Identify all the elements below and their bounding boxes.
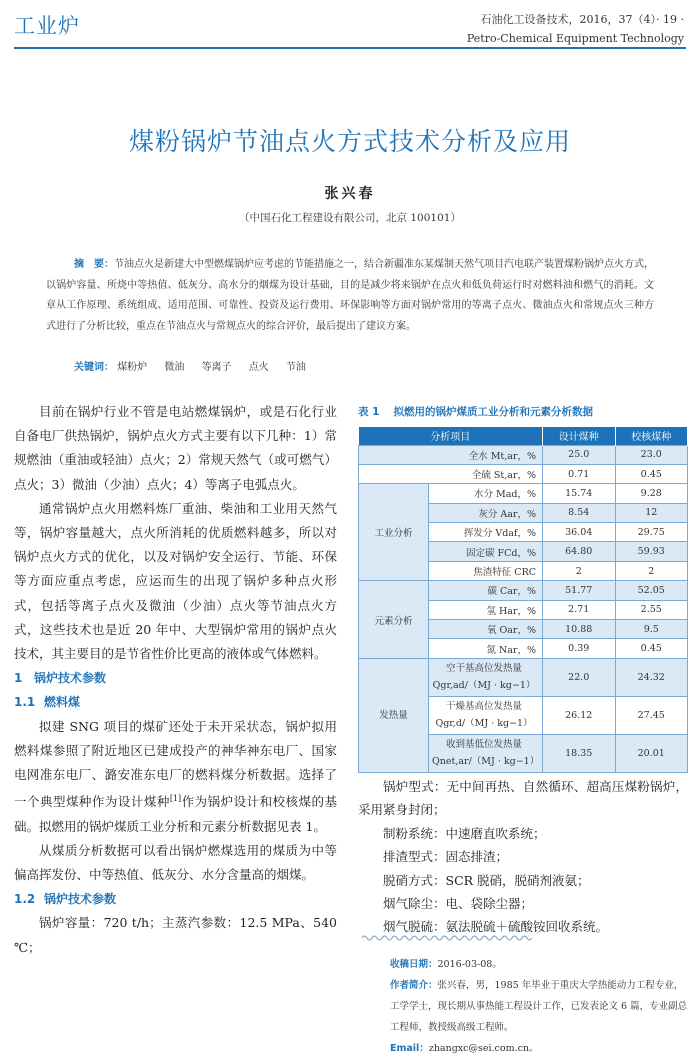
text-run: 拟建 SNG 项目的煤矿还处于未开采状态，锅炉拟用燃料煤参照了附近地区已建成投产的神华神东电厂、国家电网准东电厂、潞安准东电厂的燃料煤分析数据。选择了一个典型煤种作为设计煤种	[14, 718, 337, 810]
body-paragraph: 目前在锅炉行业不管是电站燃煤锅炉，或是石化行业自备电厂供热锅炉，锅炉点火方式主要有以下几种：1）常规燃油（重油或轻油）点火；2）常规天然气（或可燃气）点火；3）微油（少油）点火；4）等离子电弧点火。	[14, 404, 337, 492]
table-row	[359, 581, 688, 600]
table-cell: 全水 Mt,ar，%	[359, 445, 543, 464]
table-cell: 氧 Oar，%	[429, 620, 543, 639]
table-cell: 挥发分 Vdaf，%	[429, 523, 543, 542]
section-heading-1-2	[14, 887, 337, 911]
text-run: 作为锅炉设计和校核煤的基础。拟燃用的锅炉煤质工业分析和元素分析数据见表 1。	[14, 794, 337, 834]
table-cell: 24.32	[615, 658, 688, 696]
table-row	[359, 464, 688, 483]
table-cell	[429, 658, 543, 696]
table-cell: 9.28	[615, 484, 688, 503]
wave-divider	[362, 934, 532, 942]
column-header: 分析项目	[359, 427, 543, 445]
table-cell: 27.45	[615, 696, 688, 734]
body-paragraph: 通常锅炉点火用燃料炼厂重油、柴油和工业用天然气等，锅炉容量越大，点火所消耗的优质燃料越多，所以对锅炉点火方式的优化，以及对锅炉安全运行、节能、环保等方面应重点考虑，应运而生的出现了锅炉多种点火形式，包括等离子点火及微油（少油）点火等节油点火方式，这些技术也是近 20 年中、大型锅炉常用的锅炉点火技术，其主要目的是节省性价比更高的液体或气体燃料。	[14, 500, 337, 662]
keyword: 煤粉炉	[117, 362, 148, 373]
table-cell: 2.71	[543, 600, 616, 619]
body-paragraph: 锅炉容量：720 t/h；主蒸汽参数：12.5 MPa、540 ℃；	[14, 915, 337, 955]
received-value: 2016-03-08。	[437, 959, 502, 970]
table-cell: 2.55	[615, 600, 688, 619]
table-cell: 18.35	[543, 734, 616, 772]
column-header: 设计煤种	[543, 427, 616, 445]
spec-item: 烟气除尘：电、袋除尘器；	[383, 896, 534, 912]
table-cell: 氢 Har，%	[429, 600, 543, 619]
table-cell: 0.45	[615, 464, 688, 483]
author: 张兴春	[324, 186, 376, 202]
table-cell: 9.5	[615, 620, 688, 639]
table-cell: 23.0	[615, 445, 688, 464]
table-cell: 36.04	[543, 523, 616, 542]
bio-text: 张兴春，男，1985 年毕业于重庆大学热能动力工程专业，工学学士，现长期从事热能工程设计工作，已发表论文 6 篇，专业副总工程师，教授级高级工程师。	[390, 980, 688, 1033]
section-heading-1-1	[14, 690, 337, 714]
table-cell: 26.12	[543, 696, 616, 734]
table-cell: 15.74	[543, 484, 616, 503]
group-label: 元素分析	[359, 581, 429, 659]
spec-item: 烟气脱硫：氨法脱硫＋硫酸铵回收系统。	[383, 919, 609, 935]
body-paragraph: 从煤质分析数据可以看出锅炉燃煤选用的煤质为中等偏高挥发份、中等热值、低灰分、水分含量高的烟煤。	[14, 842, 337, 883]
table-cell: 2	[615, 561, 688, 580]
body-paragraph	[14, 715, 337, 839]
affiliation: （中国石化工程建设有限公司，北京 100101）	[239, 212, 461, 224]
table-cell: 0.39	[543, 639, 616, 658]
table-cell: 10.88	[543, 620, 616, 639]
received-label: 收稿日期：	[390, 959, 438, 970]
group-label: 工业分析	[359, 484, 429, 581]
spec-item: 锅炉型式：无中间再热、自然循环、超高压煤粉锅炉，采用紧身封闭；	[358, 779, 688, 818]
table-cell: 0.45	[615, 639, 688, 658]
citation: [1]	[169, 794, 182, 804]
cell-line: Qgr,ad/（MJ · kg−1）	[432, 680, 536, 692]
table-cell: 22.0	[543, 658, 616, 696]
table-cell	[429, 696, 543, 734]
section-number: 1.1	[14, 695, 36, 710]
table-cell: 51.77	[543, 581, 616, 600]
table-row	[359, 445, 688, 464]
table-header-row	[359, 427, 688, 445]
section-heading-1	[14, 666, 337, 690]
table-caption	[358, 404, 688, 419]
spec-item: 脱硝方式：SCR 脱硝，脱硝剂液氨；	[383, 872, 590, 888]
email-label: Email：	[390, 1043, 429, 1054]
author-email	[390, 1038, 690, 1059]
table-row	[359, 484, 688, 503]
journal-en: Petro-Chemical Equipment Technology	[466, 32, 684, 45]
table-cell: 氮 Nar，%	[429, 639, 543, 658]
table-cell: 碳 Car，%	[429, 581, 543, 600]
spec-item: 排渣型式：固态排渣；	[383, 849, 509, 865]
table-cell: 水分 Mad，%	[429, 484, 543, 503]
table-cell: 25.0	[543, 445, 616, 464]
table-cell: 20.01	[615, 734, 688, 772]
section-number: 1	[14, 671, 23, 686]
right-column	[358, 775, 688, 939]
table-cell: 0.71	[543, 464, 616, 483]
keywords	[74, 358, 320, 373]
table-row	[359, 658, 688, 696]
section-title: 锅炉技术参数	[34, 671, 107, 686]
table-cell: 8.54	[543, 503, 616, 522]
email-value: zhangxc@sei.com.cn。	[428, 1043, 539, 1054]
table-cell: 全硫 St,ar，%	[359, 464, 543, 483]
table-caption-text: 拟燃用的锅炉煤质工业分析和元素分析数据	[393, 406, 593, 418]
cell-line: 空干基高位发热量	[445, 663, 522, 675]
table-cell: 焦渣特征 CRC	[429, 561, 543, 580]
table-cell: 灰分 Aar，%	[429, 503, 543, 522]
footnote	[390, 954, 690, 1059]
coal-analysis-table	[358, 427, 688, 773]
group-label: 发热量	[359, 658, 429, 772]
section-title: 锅炉技术参数	[44, 892, 117, 907]
keywords-label: 关键词：	[74, 362, 114, 373]
table-cell: 2	[543, 561, 616, 580]
left-column	[14, 400, 337, 960]
cell-line: Qnet,ar/（MJ · kg−1）	[432, 756, 540, 768]
table-cell: 59.93	[615, 542, 688, 561]
section-label: 工业炉	[14, 14, 80, 38]
table-cell: 29.75	[615, 523, 688, 542]
section-number: 1.2	[14, 892, 36, 907]
keyword: 点火	[248, 362, 269, 373]
keyword: 微油	[164, 362, 185, 373]
column-header: 校核煤种	[615, 427, 688, 445]
header-rule	[14, 47, 686, 49]
table-number: 表 1	[358, 406, 380, 418]
keyword: 节油	[285, 362, 306, 373]
bio-label: 作者简介：	[390, 980, 438, 991]
received-date	[390, 954, 690, 975]
abstract-text: 节油点火是新建大中型燃煤锅炉应考虑的节能措施之一，结合新疆准东某煤制天然气项目汽电联产装置煤粉锅炉点火方式，以锅炉容量、所烧中等热值、低灰分、高水分的烟煤为设计基础，目的是减少将来锅炉在点火和低负荷运行时对燃料油和燃气的消耗。文章从工作原理、系统组成、适用范围、可靠性、投资及运行费用、环保影响等方面对锅炉常用的等离子点火、微油点火和常规点火三种方式进行了分析比较，重点在节油点火与常规点火的综合评价，最后提出了建议方案。	[46, 259, 654, 332]
abstract-label: 摘 要：	[74, 259, 114, 270]
table-cell: 52.05	[615, 581, 688, 600]
cell-line: Qgr,d/（MJ · kg−1）	[435, 718, 533, 730]
table-cell	[429, 734, 543, 772]
section-title: 燃料煤	[44, 695, 81, 710]
cell-line: 收到基低位发热量	[445, 739, 522, 751]
cell-line: 干燥基高位发热量	[445, 701, 522, 713]
journal-info	[467, 10, 684, 48]
spec-item: 制粉系统：中速磨直吹系统；	[383, 825, 546, 841]
table-cell: 固定碳 FCd，%	[429, 542, 543, 561]
author-bio	[390, 975, 690, 1038]
paper-title: 煤粉锅炉节油点火方式技术分析及应用	[128, 127, 571, 156]
abstract	[46, 255, 654, 337]
journal-line: 石油化工设备技术，2016，37（4）· 19 ·	[480, 13, 684, 26]
table-cell: 64.80	[543, 542, 616, 561]
keyword: 等离子	[201, 362, 232, 373]
table-cell: 12	[615, 503, 688, 522]
